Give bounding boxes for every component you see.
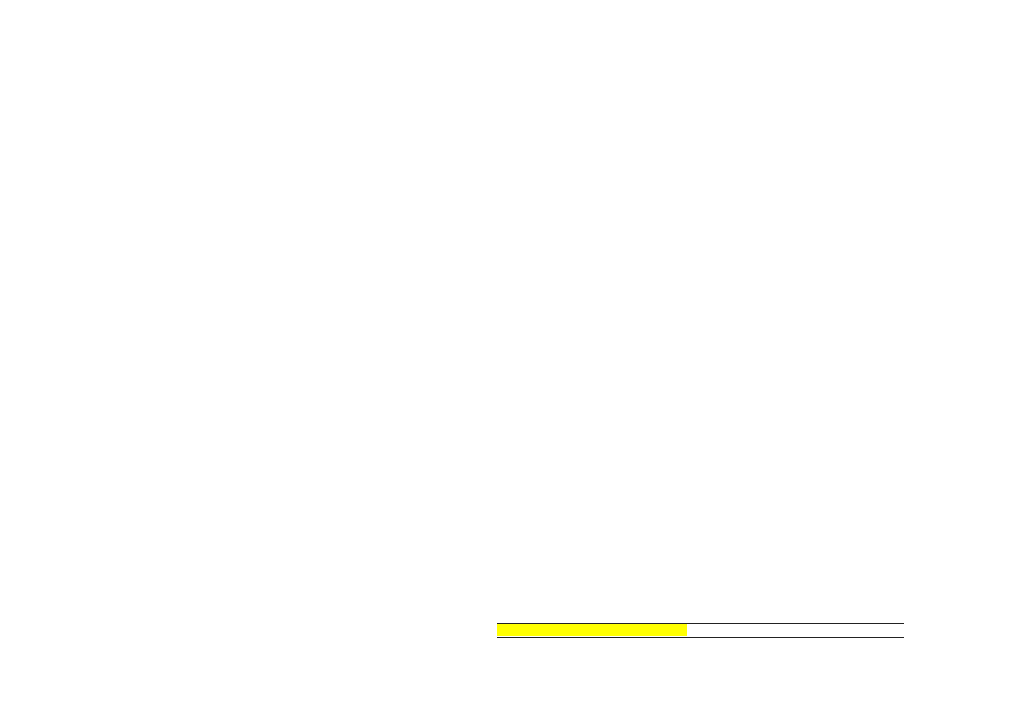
summary-bottom-line (497, 637, 904, 638)
actual-highlight (497, 624, 687, 636)
